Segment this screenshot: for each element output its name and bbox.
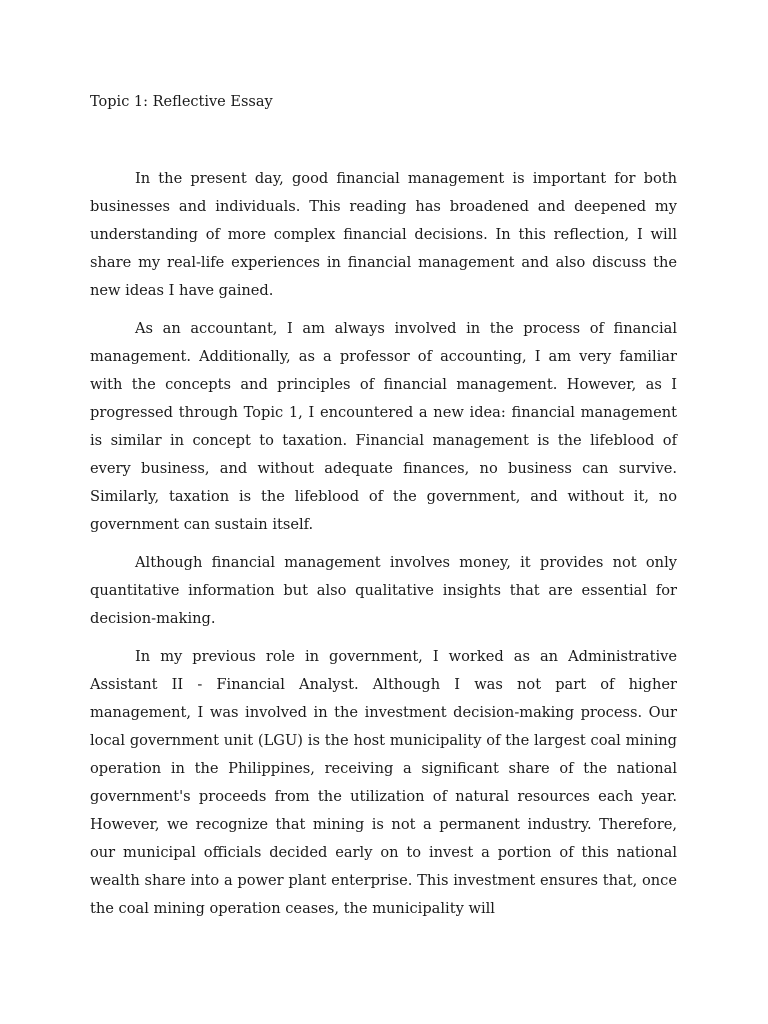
paragraph-4: In my previous role in government, I worked as an Administrative Assistant II - Financial Analyst. Although I was not part of higher management, I was involved in the investment decision-making process. Our local government unit (LGU) is the host municipality of the largest coal mining operation in the Philippines, receiving a significant share of the national government's proceeds from the utilization of natural resources each year. However, we recognize that mining is not a permanent industry. Therefore, our municipal officials decided early on to invest a portion of this national wealth share into a power plant enterprise. This investment ensures that, once the coal mining operation ceases, the municipality will xyxy=(90,648,677,917)
paragraph-2: As an accountant, I am always involved in the process of financial management. Additionally, as a professor of accounting, I am very familiar with the concepts and principles of financial management. However, as I progressed through Topic 1, I encountered a new idea: financial management is similar in concept to taxation. Financial management is the lifeblood of every business, and without adequate finances, no business can survive. Similarly, taxation is the lifeblood of the government, and without it, no government can sustain itself. xyxy=(90,320,677,533)
document-body xyxy=(90,165,677,933)
paragraph-1: In the present day, good financial management is important for both businesses and individuals. This reading has broadened and deepened my understanding of more complex financial decisions. In this reflection, I will share my real-life experiences in financial management and also discuss the new ideas I have gained. xyxy=(90,170,677,299)
paragraph-3: Although financial management involves money, it provides not only quantitative information but also qualitative insights that are essential for decision-making. xyxy=(90,554,677,627)
document-title: Topic 1: Reflective Essay xyxy=(90,94,273,110)
